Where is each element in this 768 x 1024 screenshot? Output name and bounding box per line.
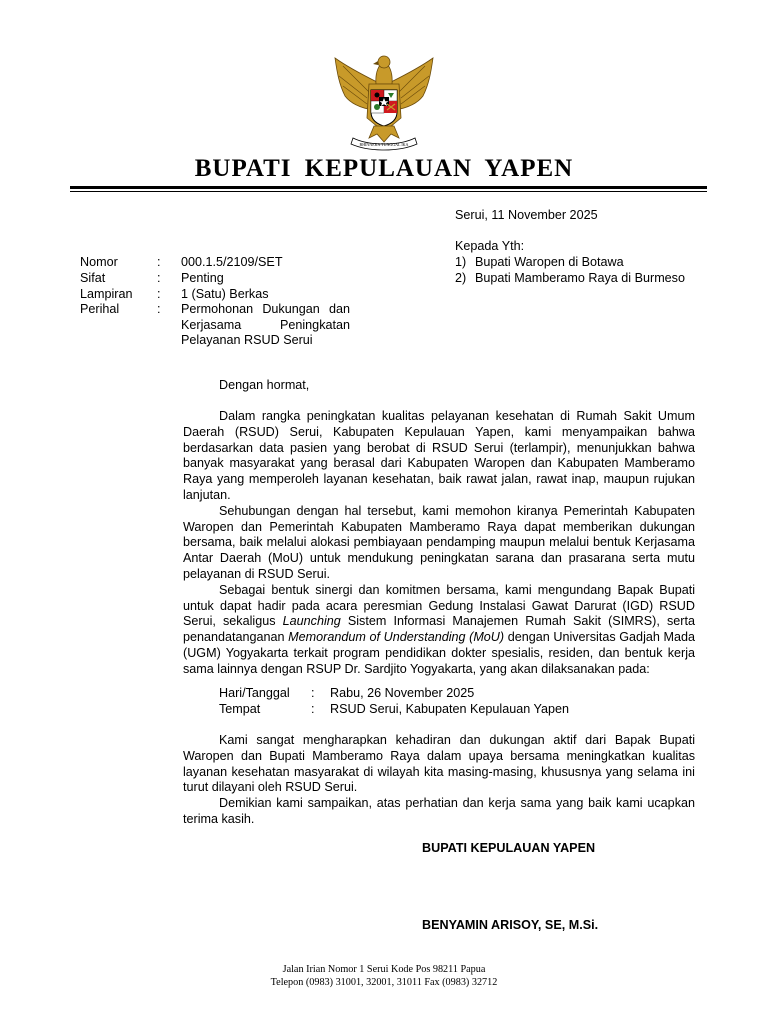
meta-label-nomor: Nomor (80, 255, 118, 269)
meta-value-perihal-line: Pelayanan RSUD Serui (181, 333, 313, 347)
paragraph-4: Kami sangat mengharapkan kehadiran dan dukungan aktif dari Bapak Bupati Waropen dan Bupati Mamberamo Raya dalam upaya bersama meningkatkan kualitas layanan kesehatan masyarakat di wilayah kita masing-masing, khususnya yang selama ini turut dilayani oleh RSUD Serui. (183, 733, 695, 795)
recipient-item (455, 255, 624, 271)
garuda-emblem-icon (329, 52, 439, 152)
event-colon: : (311, 702, 315, 716)
event-value: RSUD Serui, Kabupaten Kepulauan Yapen (330, 702, 569, 716)
meta-value-lampiran: 1 (Satu) Berkas (181, 287, 269, 301)
recipient-item (455, 271, 685, 287)
paragraph-3-italic: Memorandum of Understanding (MoU) (288, 630, 505, 645)
event-value: Rabu, 26 November 2025 (330, 686, 475, 700)
recipient-text: Bupati Waropen di Botawa (475, 255, 624, 269)
recipient-number: 2) (455, 271, 467, 285)
meta-value-nomor: 000.1.5/2109/SET (181, 255, 283, 269)
paragraph-3-italic: Launching (282, 614, 341, 629)
meta-colon: : (157, 255, 161, 269)
letterhead-rule-thick (70, 186, 707, 189)
paragraph-5: Demikian kami sampaikan, atas perhatian dan kerja sama yang baik kami ucapkan terima kasih. (183, 796, 695, 826)
paragraph-2: Sehubungan dengan hal tersebut, kami memohon kiranya Pemerintah Kabupaten Waropen dan Pemerintah Kabupaten Mamberamo Raya dapat memberikan dukungan bersama, baik melalui alokasi pembiayaan pendamping maupun melalui bentuk Kerjasama Antar Daerah (MoU) untuk mendukung peningkatan sarana dan prasarana serta mutu pelayanan di RSUD Serui. (183, 503, 695, 581)
meta-value-perihal-line: Permohonan Dukungan dan (181, 302, 350, 316)
letterhead-title: BUPATI KEPULAUAN YAPEN (194, 155, 574, 182)
meta-colon: : (157, 302, 161, 316)
meta-colon: : (157, 287, 161, 301)
meta-label-perihal: Perihal (80, 302, 120, 316)
signature-office: BUPATI KEPULAUAN YAPEN (422, 841, 596, 855)
event-label: Tempat (219, 702, 261, 716)
footer-address: Jalan Irian Nomor 1 Serui Kode Pos 98211 Papua (282, 964, 486, 975)
event-label: Hari/Tanggal (219, 686, 290, 700)
paragraph-3-part: Sistem Informasi Manajemen Rumah Sakit (SIMRS), serta penandatanganan (183, 614, 695, 645)
emblem-motto: BHINNEKA TUNGGAL IKA (359, 142, 409, 147)
body-paragraphs-1 (183, 409, 695, 678)
letter-date: Serui, 11 November 2025 (455, 208, 598, 222)
paragraph-3-part: dengan Universitas Gadjah Mada (UGM) Yogyakarta terkait program pendidikan dokter spesialis, residen, dan bentuk kerja sama lainnya dengan RSUP Dr. Sardjito Yogyakarta, yang akan dilaksanakan pada: (183, 630, 695, 676)
letterhead-rule-thin (70, 191, 707, 192)
footer-contact: Telepon (0983) 31001, 32001, 31011 Fax (0983) 32712 (270, 977, 498, 988)
meta-label-sifat: Sifat (80, 271, 106, 285)
paragraph-3-part: Sebagai bentuk sinergi dan komitmen bersama, kami mengundang Bapak Bupati untuk dapat hadir pada acara peresmian Gedung Instalasi Gawat Darurat (IGD) RSUD Serui, sekaligus (183, 582, 695, 629)
meta-colon: : (157, 271, 161, 285)
salutation: Dengan hormat, (219, 378, 310, 392)
paragraph-3 (183, 583, 695, 678)
meta-label-lampiran: Lampiran (80, 287, 133, 301)
recipient-number: 1) (455, 255, 467, 269)
paragraph-1: Dalam rangka peningkatan kualitas pelayanan kesehatan di Rumah Sakit Umum Daerah (RSUD) Serui, Kabupaten Kepulauan Yapen, kami menyampaikan bahwa berdasarkan data pasien yang berobat di RSUD Serui (terlampir), menunjukkan bahwa banyak masyarakat yang berasal dari Kabupaten Waropen dan Kabupaten Mamberamo Raya yang memperoleh layanan kesehatan, baik rawat jalan, rawat inap, maupun rujukan lanjutan. (183, 409, 695, 502)
recipient-heading: Kepada Yth: (455, 239, 525, 253)
signature-name: BENYAMIN ARISOY, SE, M.Si. (422, 918, 599, 932)
meta-value-sifat: Penting (181, 271, 224, 285)
body-paragraphs-2 (183, 733, 695, 828)
meta-value-perihal-line: Kerjasama Peningkatan (181, 318, 350, 332)
recipient-text: Bupati Mamberamo Raya di Burmeso (475, 271, 685, 285)
event-colon: : (311, 686, 315, 700)
